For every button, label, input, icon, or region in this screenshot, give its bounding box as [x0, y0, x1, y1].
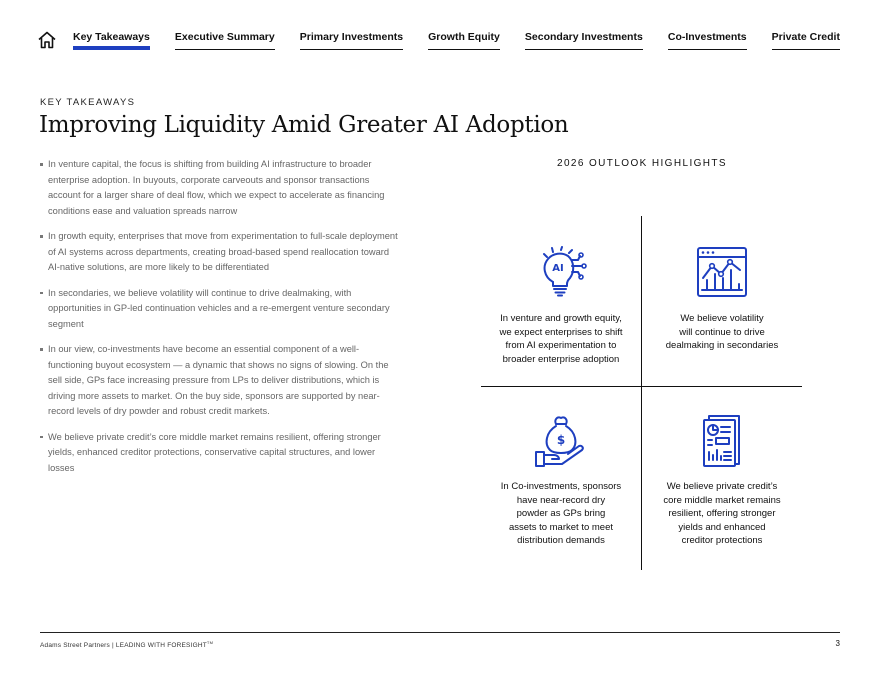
footer-brand [40, 640, 213, 649]
footer-text: Adams Street Partners | LEADING WITH FORESIGHT [40, 642, 207, 650]
takeaway-item: We believe private credit’s core middle market remains resilient, offering stronger yields, enhanced creditor protections, conservative capital structures, and lower losses [40, 430, 402, 477]
home-icon[interactable] [37, 30, 57, 50]
svg-text:$: $ [556, 433, 566, 447]
outlook-grid [481, 216, 802, 570]
outlook-text-secondaries: We believe volatility will continue to drive dealmaking in secondaries [665, 313, 779, 351]
nav-items [73, 30, 840, 50]
takeaway-item: In our view, co-investments have become an essential component of a well-functioning buyout ecosystem — a dynamic that shows no signs of slowing. On the sell side, GPs face increasing pressure from LPs to deliver distributions, which is driving more assets to market. On the buy side, sponsors are supported by near-record levels of dry powder and robust credit markets. [40, 342, 402, 420]
nav-key-takeaways[interactable]: Key Takeaways [73, 30, 150, 50]
chart-dashboard-icon [693, 244, 751, 302]
report-document-icon [693, 412, 751, 470]
takeaway-item: In growth equity, enterprises that move from experimentation to full-scale deployment of AI systems across departments, creating broad-based spend reallocation toward AI-native solutions, are more likely to be differentiated [40, 229, 402, 276]
takeaways-list [40, 157, 402, 486]
ai-label: AI [552, 263, 564, 274]
nav-co-investments[interactable]: Co-Investments [668, 30, 747, 50]
outlook-cell-secondaries [642, 244, 802, 353]
trademark-mark: TM [206, 640, 214, 645]
footer-divider [40, 632, 840, 633]
outlook-title: 2026 OUTLOOK HIGHLIGHTS [556, 158, 728, 169]
page-title: Improving Liquidity Amid Greater AI Adoption [39, 112, 569, 138]
outlook-cell-coinvestments [481, 412, 641, 548]
top-nav [37, 30, 840, 54]
nav-primary-investments[interactable]: Primary Investments [300, 30, 403, 50]
outlook-text-private-credit: We believe private credit’s core middle market remains resilient, offering stronger yields and enhanced creditor protections [663, 481, 781, 546]
takeaway-item: In secondaries, we believe volatility will continue to drive dealmaking, with opportunities in GP-led continuation vehicles and a re-emergent venture secondary segment [40, 286, 402, 333]
outlook-cell-venture [481, 244, 641, 366]
ai-lightbulb-icon [532, 244, 590, 302]
takeaway-item: In venture capital, the focus is shifting from building AI infrastructure to broader enterprise adoption. In buyouts, corporate carveouts and sponsor transactions account for a larger share of deal flow, which we expect to accelerate as financing conditions ease and valuation spreads narrow [40, 157, 402, 219]
grid-divider-horizontal [481, 386, 802, 387]
outlook-text-coinvestments: In Co-investments, sponsors have near-record dry powder as GPs bring assets to market to meet distribution demands [500, 481, 622, 546]
nav-private-credit[interactable]: Private Credit [772, 30, 840, 50]
nav-growth-equity[interactable]: Growth Equity [428, 30, 500, 50]
page-number: 3 [835, 639, 840, 648]
nav-executive-summary[interactable]: Executive Summary [175, 30, 275, 50]
outlook-text-venture: In venture and growth equity, we expect enterprises to shift from AI experimentation to broader enterprise adoption [499, 313, 623, 365]
money-bag-hand-icon [532, 412, 590, 470]
nav-secondary-investments[interactable]: Secondary Investments [525, 30, 643, 50]
section-eyebrow: KEY TAKEAWAYS [40, 97, 136, 108]
outlook-cell-private-credit [642, 412, 802, 548]
